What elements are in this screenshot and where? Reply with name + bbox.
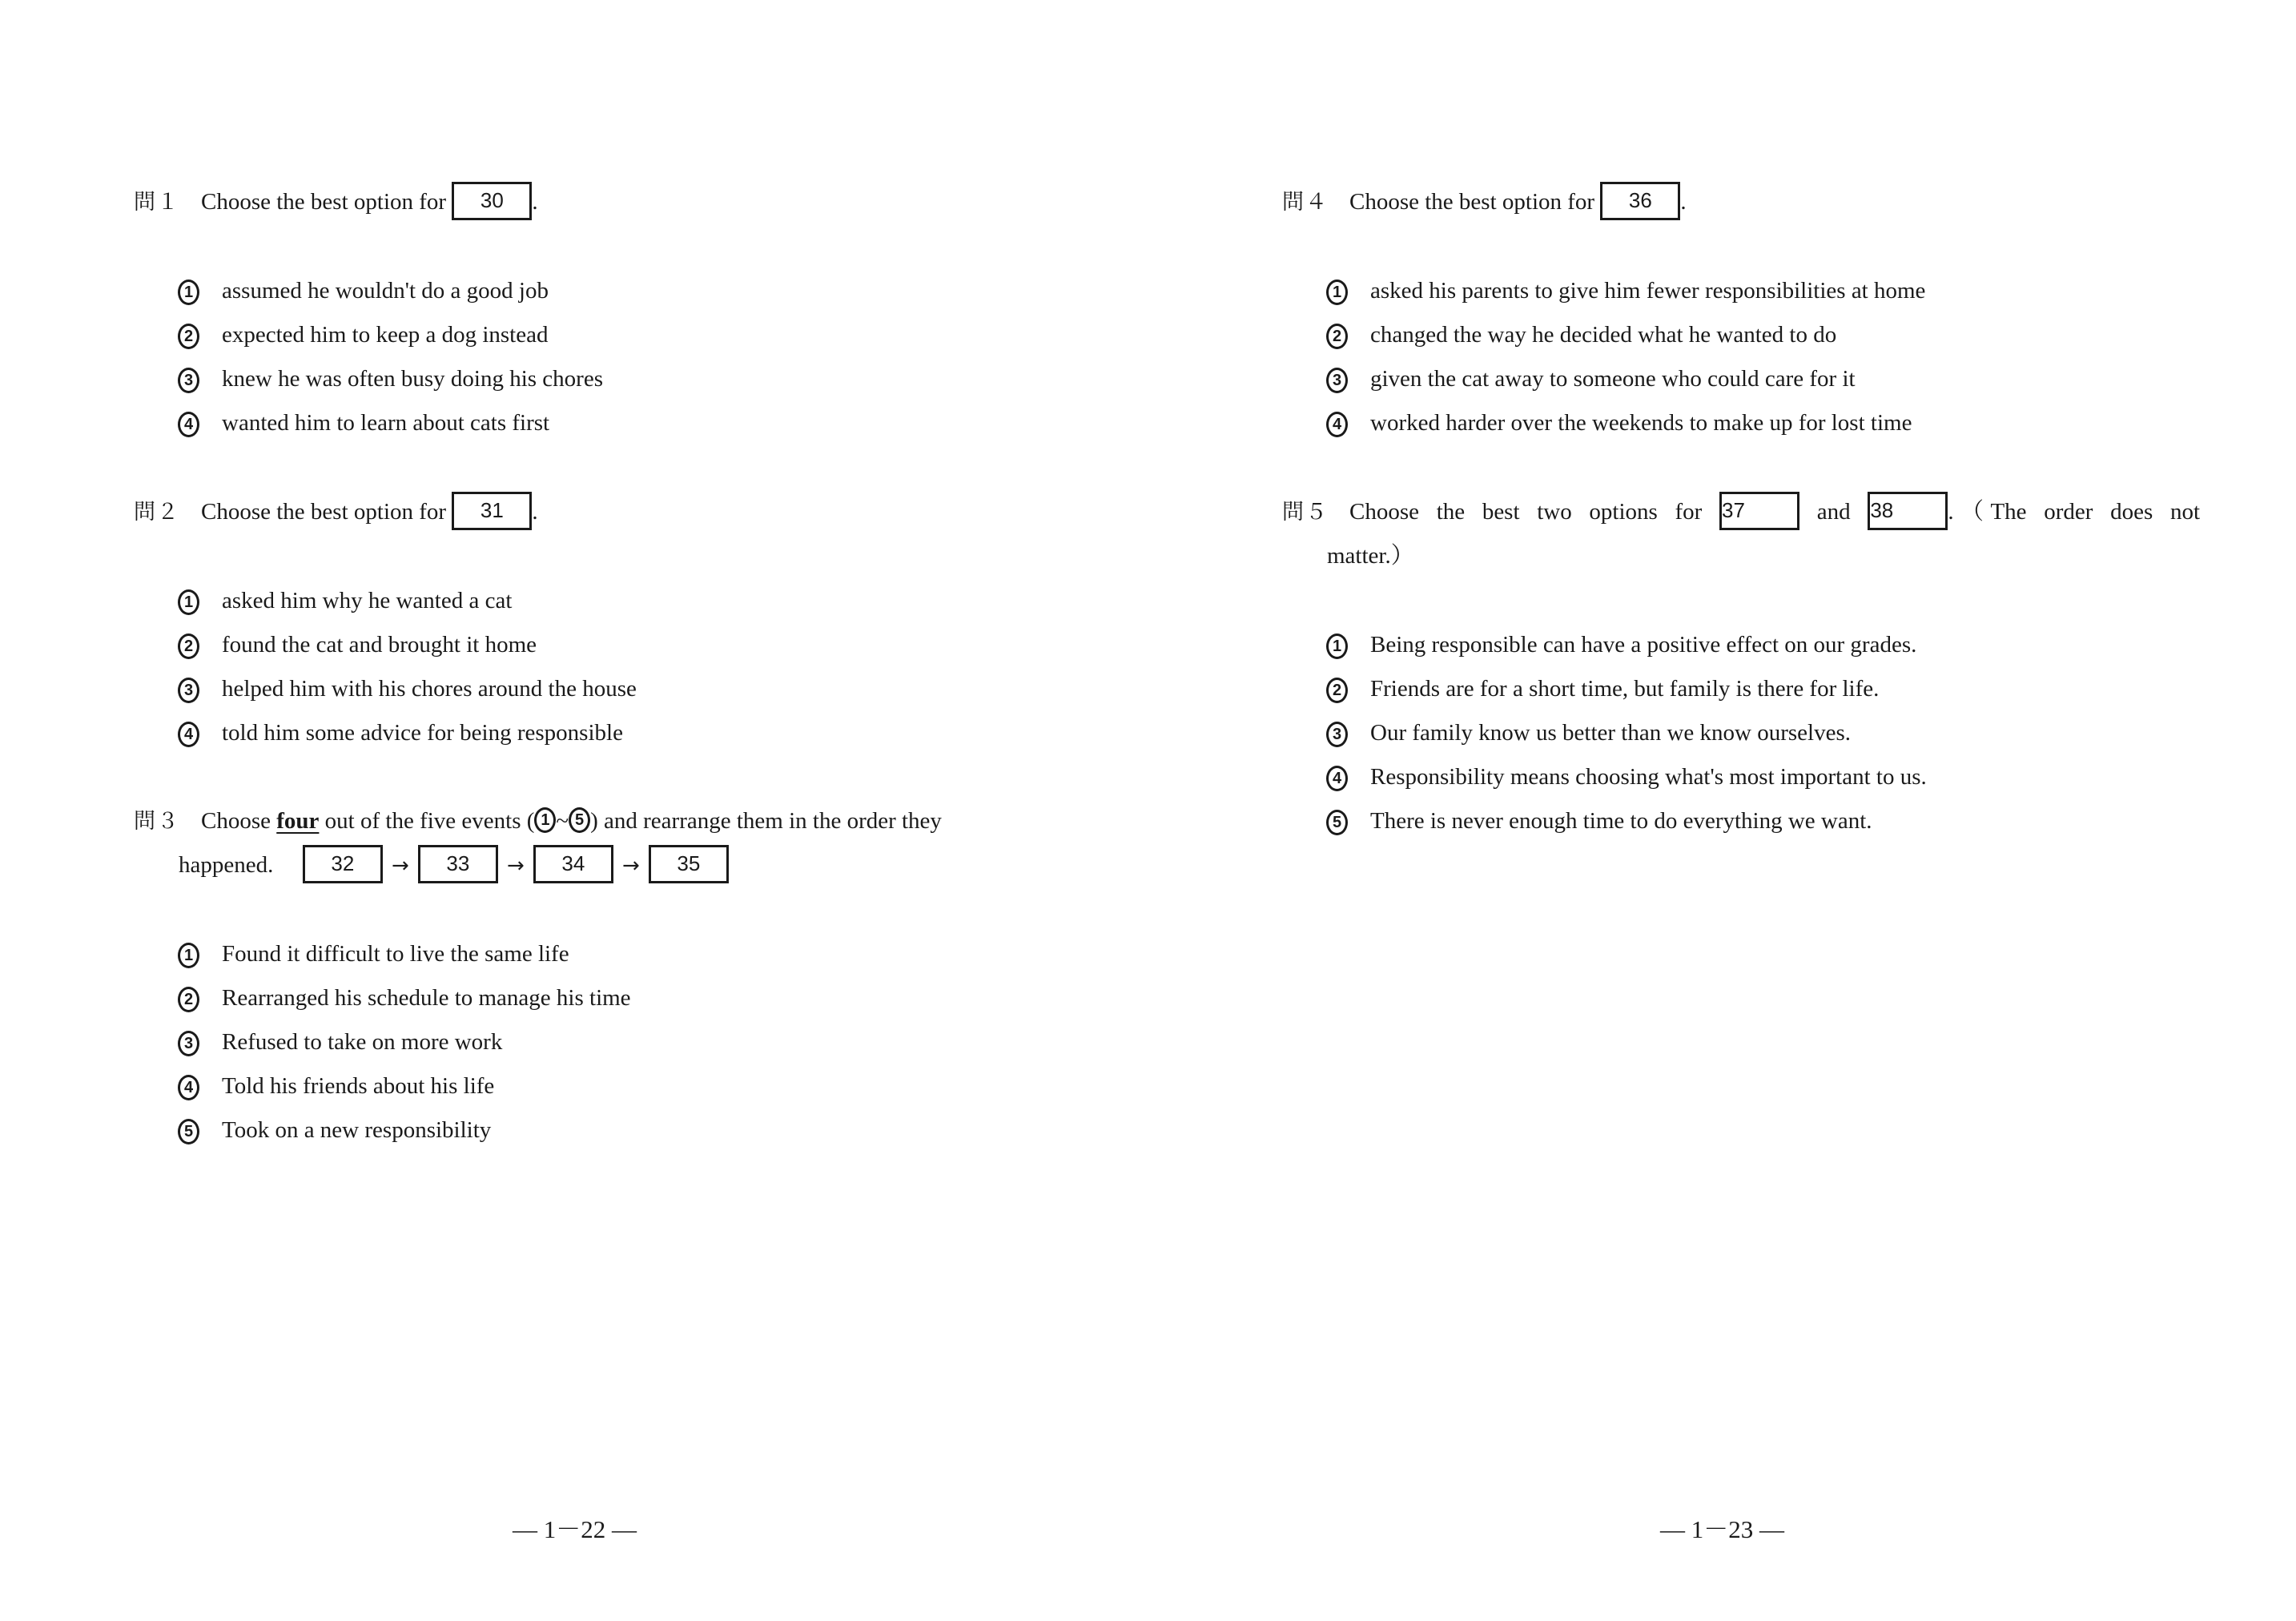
option-text: Found it difficult to live the same life (222, 941, 569, 967)
option-text: asked him why he wanted a cat (222, 588, 513, 613)
page-number: — 1－23 — (1660, 1515, 1784, 1543)
question-5-options (1326, 623, 1927, 843)
option-number-icon: 2 (1326, 678, 1348, 703)
option-text: asked his parents to give him fewer responsibilities at home (1370, 278, 1926, 304)
option-item[interactable] (1326, 799, 1927, 843)
option-number-icon: 1 (178, 943, 199, 968)
question-5-prompt-line2: matter.） (1327, 543, 1414, 569)
option-item[interactable] (178, 623, 637, 667)
question-2-period: . (532, 499, 538, 525)
option-item[interactable] (1326, 755, 1927, 799)
question-3-prompt-mid: out of the five events ( (324, 808, 535, 834)
option-number-icon: 2 (178, 987, 199, 1012)
answer-box-30[interactable]: 30 (452, 182, 532, 220)
question-5-prompt: Choose the best two options for (1349, 499, 1703, 525)
answer-box-35[interactable]: 35 (649, 845, 729, 883)
option-text: told him some advice for being responsible (222, 720, 623, 746)
option-number-icon: 1 (178, 589, 199, 615)
arrow-icon: → (391, 854, 409, 878)
option-number-icon: 3 (1326, 722, 1348, 747)
option-text: wanted him to learn about cats first (222, 410, 550, 436)
option-item[interactable] (1326, 357, 1925, 401)
option-number-icon: 5 (178, 1119, 199, 1144)
option-item[interactable] (178, 667, 637, 711)
answer-box-37[interactable]: 37 (1719, 492, 1799, 530)
option-text: found the cat and brought it home (222, 632, 537, 658)
option-text: Being responsible can have a positive effect on our grades. (1370, 632, 1917, 658)
option-item[interactable] (178, 1108, 631, 1152)
option-item[interactable] (178, 1020, 631, 1064)
question-3-prompt-end: ) and rearrange them in the order they (590, 808, 942, 834)
option-number-icon: 2 (178, 634, 199, 659)
question-2 (134, 490, 538, 534)
question-1-label: 問１ (134, 190, 180, 215)
option-item[interactable] (1326, 667, 1927, 711)
option-item[interactable] (178, 1064, 631, 1108)
arrow-icon: → (506, 854, 525, 878)
option-text: There is never enough time to do everything we want. (1370, 808, 1872, 834)
answer-box-32[interactable]: 32 (303, 845, 383, 883)
option-item[interactable] (178, 932, 631, 976)
question-4 (1282, 180, 1687, 224)
range-separator: ~ (556, 808, 569, 834)
question-1-options (178, 269, 603, 445)
option-item[interactable] (178, 269, 603, 313)
option-number-icon: 2 (178, 324, 199, 349)
question-4-label: 問４ (1282, 190, 1329, 215)
right-page (1148, 0, 2296, 1621)
question-1-prompt: Choose the best option for (201, 189, 447, 215)
option-text: Friends are for a short time, but family is there for life. (1370, 676, 1880, 702)
arrow-icon: → (621, 854, 640, 878)
question-2-prompt: Choose the best option for (201, 499, 447, 525)
question-3-options (178, 932, 631, 1152)
option-item[interactable] (178, 579, 637, 623)
option-text: Responsibility means choosing what's most important to us. (1370, 764, 1927, 790)
option-number-icon: 5 (1326, 810, 1348, 835)
option-item[interactable] (178, 357, 603, 401)
option-text: expected him to keep a dog instead (222, 322, 549, 348)
option-number-icon: 4 (1326, 766, 1348, 791)
option-number-icon: 4 (1326, 412, 1348, 437)
question-2-options (178, 579, 637, 755)
option-text: assumed he wouldn't do a good job (222, 278, 549, 304)
option-number-icon: 2 (1326, 324, 1348, 349)
option-number-icon: 3 (1326, 368, 1348, 393)
option-item[interactable] (178, 313, 603, 357)
option-item[interactable] (1326, 269, 1925, 313)
question-5 (1282, 490, 2200, 578)
question-3-prompt-start: Choose (201, 808, 271, 834)
page-number: — 1－22 — (513, 1515, 637, 1543)
option-text: given the cat away to someone who could care for it (1370, 366, 1856, 392)
answer-box-31[interactable]: 31 (452, 492, 532, 530)
option-text: worked harder over the weekends to make up for lost time (1370, 410, 1912, 436)
option-text: changed the way he decided what he wanted to do (1370, 322, 1837, 348)
question-4-period: . (1680, 189, 1687, 215)
question-3-emphasis: four (276, 808, 320, 834)
question-2-label: 問２ (134, 500, 180, 525)
range-end-number-icon: 5 (569, 807, 590, 833)
answer-box-33[interactable]: 33 (418, 845, 498, 883)
question-4-options (1326, 269, 1925, 445)
question-3 (134, 799, 942, 888)
option-text: Told his friends about his life (222, 1073, 495, 1099)
option-text: Our family know us better than we know ourselves. (1370, 720, 1852, 746)
option-number-icon: 3 (178, 368, 199, 393)
option-number-icon: 1 (1326, 280, 1348, 305)
range-start-number-icon: 1 (534, 807, 556, 833)
option-text: Refused to take on more work (222, 1029, 503, 1055)
question-1-period: . (532, 189, 538, 215)
question-5-conjunction: and (1816, 499, 1851, 525)
option-text: Took on a new responsibility (222, 1117, 492, 1143)
answer-box-38[interactable]: 38 (1868, 492, 1948, 530)
option-number-icon: 4 (178, 722, 199, 747)
option-number-icon: 1 (178, 280, 199, 305)
option-item[interactable] (1326, 313, 1925, 357)
question-3-prompt-line2: happened. (179, 852, 274, 878)
question-1 (134, 180, 538, 224)
option-item[interactable] (1326, 711, 1927, 755)
option-number-icon: 3 (178, 678, 199, 703)
option-item[interactable] (1326, 623, 1927, 667)
question-5-label: 問５ (1282, 500, 1329, 525)
option-item[interactable] (178, 976, 631, 1020)
option-number-icon: 3 (178, 1031, 199, 1056)
question-5-prompt-tail: .（The order does not (1948, 499, 2201, 525)
option-text: knew he was often busy doing his chores (222, 366, 603, 392)
option-text: helped him with his chores around the house (222, 676, 637, 702)
option-item[interactable] (178, 711, 637, 755)
option-number-icon: 1 (1326, 634, 1348, 659)
option-number-icon: 4 (178, 412, 199, 437)
option-item[interactable] (1326, 401, 1925, 445)
option-number-icon: 4 (178, 1075, 199, 1100)
question-3-label: 問３ (134, 809, 180, 834)
option-text: Rearranged his schedule to manage his time (222, 985, 631, 1011)
option-item[interactable] (178, 401, 603, 445)
answer-box-36[interactable]: 36 (1600, 182, 1680, 220)
question-4-prompt: Choose the best option for (1349, 189, 1595, 215)
answer-box-34[interactable]: 34 (533, 845, 613, 883)
